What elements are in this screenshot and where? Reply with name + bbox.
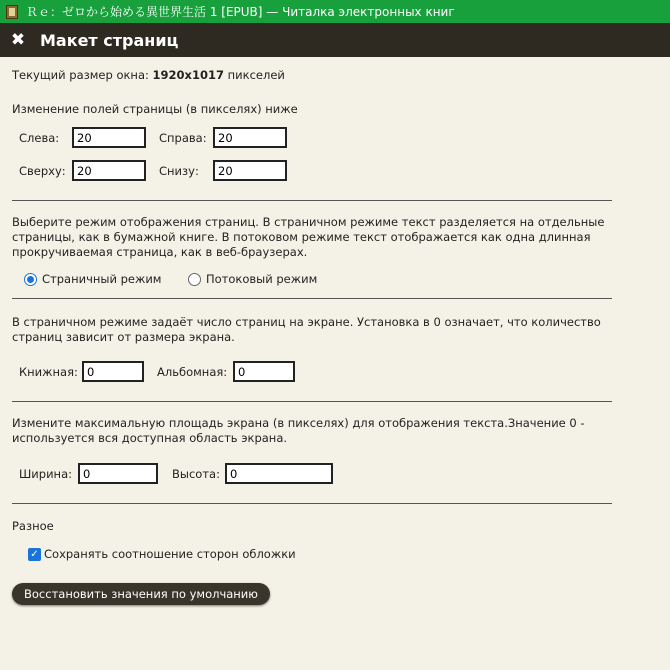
portrait-pages-input[interactable] [82,361,144,382]
window-titlebar [0,0,670,23]
paged-mode-radio[interactable] [24,273,37,286]
divider [12,503,612,504]
keep-cover-aspect-checkbox[interactable]: ✓ [28,548,41,561]
keep-cover-aspect-label[interactable]: Сохранять соотношение сторон обложки [44,547,296,561]
margin-right-input[interactable] [213,127,287,148]
margin-bottom-input[interactable] [213,160,287,181]
width-label: Ширина: [19,467,72,481]
landscape-label: Альбомная: [157,365,228,379]
reset-defaults-button[interactable]: Восстановить значения по умолчанию [12,583,270,605]
divider [12,298,612,299]
window-size-value: 1920x1017 [152,68,224,82]
max-height-input[interactable] [225,463,333,484]
panel-header [0,23,670,57]
margins-heading: Изменение полей страницы (в пикселях) ниже [12,102,298,116]
landscape-pages-input[interactable] [233,361,295,382]
window-size-suffix: пикселей [227,68,285,82]
divider [12,401,612,402]
margin-top-input[interactable] [72,160,146,181]
panel-title: Макет страниц [40,30,179,50]
height-label: Высота: [172,467,220,481]
misc-heading: Разное [12,519,54,533]
margin-left-input[interactable] [72,127,146,148]
margin-top-label: Сверху: [19,164,66,178]
margin-left-label: Слева: [19,131,60,145]
flow-mode-radio[interactable] [188,273,201,286]
display-mode-description: Выберите режим отображения страниц. В страничном режиме текст разделяется на отдельные страницы, как в бумажной книге. В потоковом режиме текст отображается как одна длинная прокручиваемая страница, как в веб-браузерах. [12,215,605,259]
divider [12,200,612,201]
margin-bottom-label: Снизу: [159,164,199,178]
close-icon[interactable]: ✖ [10,29,26,50]
text-area-description: Измените максимальную площадь экрана (в пикселях) для отображения текста.Значение 0 - используется вся доступная область экрана. [12,416,585,445]
window-title: Ｒｅ：ゼロから始める異世界生活 1 [EPUB] — Читалка электронных книг [26,5,455,19]
window-size-prefix: Текущий размер окна: [12,68,149,82]
window-size-info [12,68,285,82]
pages-per-screen-description: В страничном режиме задаёт число страниц на экране. Установка в 0 означает, что количество страниц зависит от размера экрана. [12,315,601,344]
app-book-icon [6,5,18,19]
paged-mode-label[interactable]: Страничный режим [42,272,162,286]
max-width-input[interactable] [78,463,158,484]
margin-right-label: Справа: [159,131,207,145]
flow-mode-label[interactable]: Потоковый режим [206,272,318,286]
portrait-label: Книжная: [19,365,78,379]
